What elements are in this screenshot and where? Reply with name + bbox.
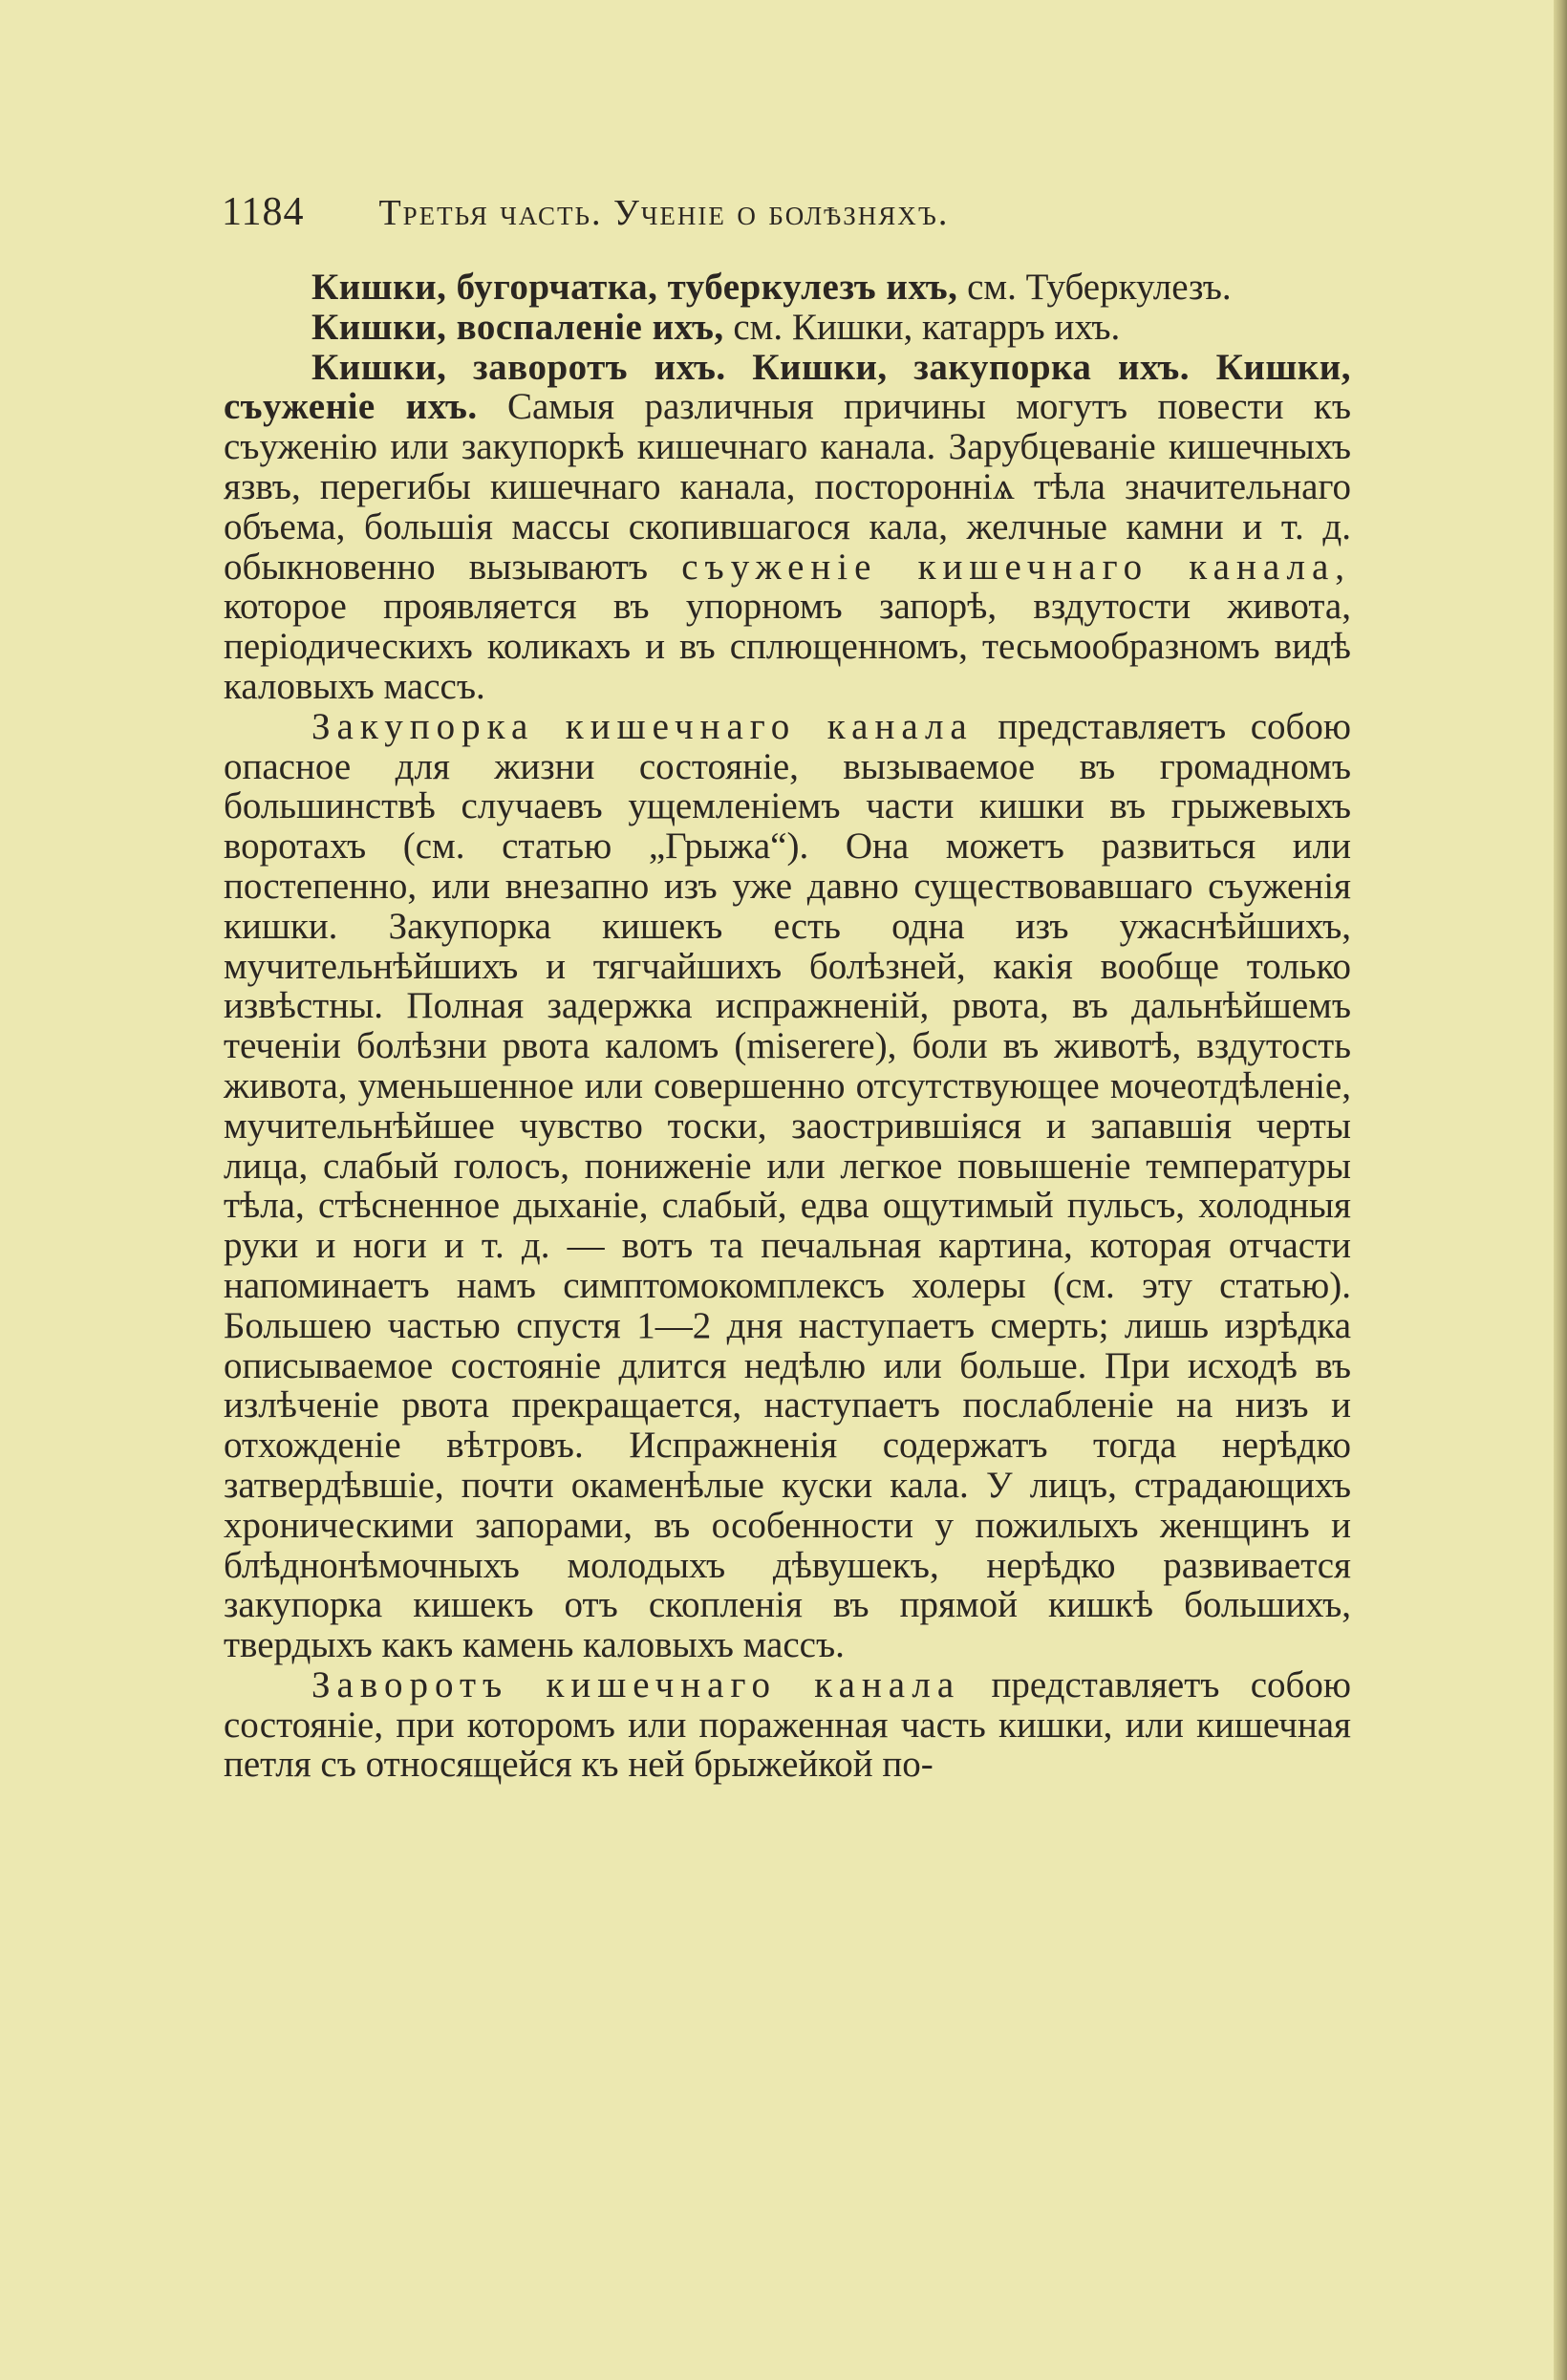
entry-heading: Кишки, заворотъ ихъ. Кишки, закупорка ихъ. Кишки, съуженіе ихъ. [224, 346, 1351, 428]
paragraph-text: представляетъ собою опасное для жизни состояніе, вызываемое въ громадномъ большинствѣ случаевъ ущемленіемъ части кишки въ грыжевыхъ воротахъ (см. статью „Грыжа“). Она можетъ развиться или постепенно, или внезапно изъ уже давно существовавшаго съуженія кишки. Закупорка кишекъ есть одна изъ ужаснѣйшихъ, мучительнѣйшихъ и тягчайшихъ болѣзней, какія вообще только извѣстны. Полная задержка испражненій, рвота, въ дальнѣйшемъ теченіи болѣзни рвота каломъ (miserere), боли въ животѣ, вздутость живота, уменьшенное или совершенно отсутствующее мочеотдѣленіе, мучительнѣйшее чувство тоски, заострившіяся и запавшія черты лица, слабый голосъ, пониженіе или легкое повышеніе температуры тѣла, стѣсненное дыханіе, слабый, едва ощутимый пульсъ, холодныя руки и ноги и т. д. — вотъ та печальная картина, которая отчасти напоминаетъ намъ симптомокомплексъ холеры (см. эту статью). Большею частью спустя 1—2 дня наступаетъ смерть; лишь изрѣдка описываемое состояніе длится недѣлю или больше. При исходѣ въ излѣченіе рвота прекращается, наступаетъ послабленіе на низъ и отхожденіе вѣтровъ. Испражненія содержатъ тогда нерѣдко затвердѣвшіе, почти окаменѣлые куски кала. У лицъ, страдающихъ хроническими запорами, въ особенности у пожилыхъ женщинъ и блѣднонѣмочныхъ молодыхъ дѣвушекъ, нерѣдко развивается закупорка кишекъ отъ скопленія въ прямой кишкѣ большихъ, твердыхъ какъ камень каловыхъ массъ. [224, 705, 1351, 1666]
page-number: 1184 [222, 190, 305, 234]
entry-text: см. Кишки, катарръ ихъ. [723, 306, 1121, 348]
entry-obstruction [224, 348, 1351, 707]
entry-heading: Кишки, воспаленіе ихъ, [311, 306, 724, 348]
entry-text: см. Туберкулезъ. [957, 267, 1232, 308]
spaced-term: съуженіе кишечнаго канала, [681, 546, 1351, 588]
body-text [224, 268, 1351, 1785]
entry-text-tail: которое проявляется въ упорномъ запорѣ, вздутости живота, періодическихъ коликахъ и въ сплющенномъ, тесьмообразномъ видѣ каловыхъ массъ. [224, 586, 1351, 707]
page-binding-edge [1554, 0, 1567, 2380]
paragraph-text: представляетъ собою состояніе, при которомъ или пораженная часть кишки, или кишечная петля съ относящейся къ ней брыжейкой по- [224, 1663, 1351, 1786]
spaced-term: Заворотъ кишечнаго канала [311, 1663, 961, 1705]
paragraph-occlusion [224, 707, 1351, 1665]
entry-text: Самыя различныя причины могутъ повести къ съуженію или закупоркѣ кишечнаго канала. Зарубцеваніе кишечныхъ язвъ, перегибы кишечнаго канала, посторонніѧ тѣла значительнаго объема, большія массы скопившагося кала, желчные камни и т. д. обыкновенно вызываютъ [224, 386, 1351, 588]
entry-tuberculosis [224, 268, 1351, 308]
entry-inflammation [224, 308, 1351, 348]
paragraph-volvulus [224, 1665, 1351, 1785]
running-title: Третья часть. Ученіе о болѣзняхъ. [378, 193, 950, 233]
entry-heading: Кишки, бугорчатка, туберкулезъ ихъ, [311, 267, 958, 308]
spaced-term: Закупорка кишечнаго канала [311, 705, 974, 747]
running-header [222, 189, 1368, 236]
